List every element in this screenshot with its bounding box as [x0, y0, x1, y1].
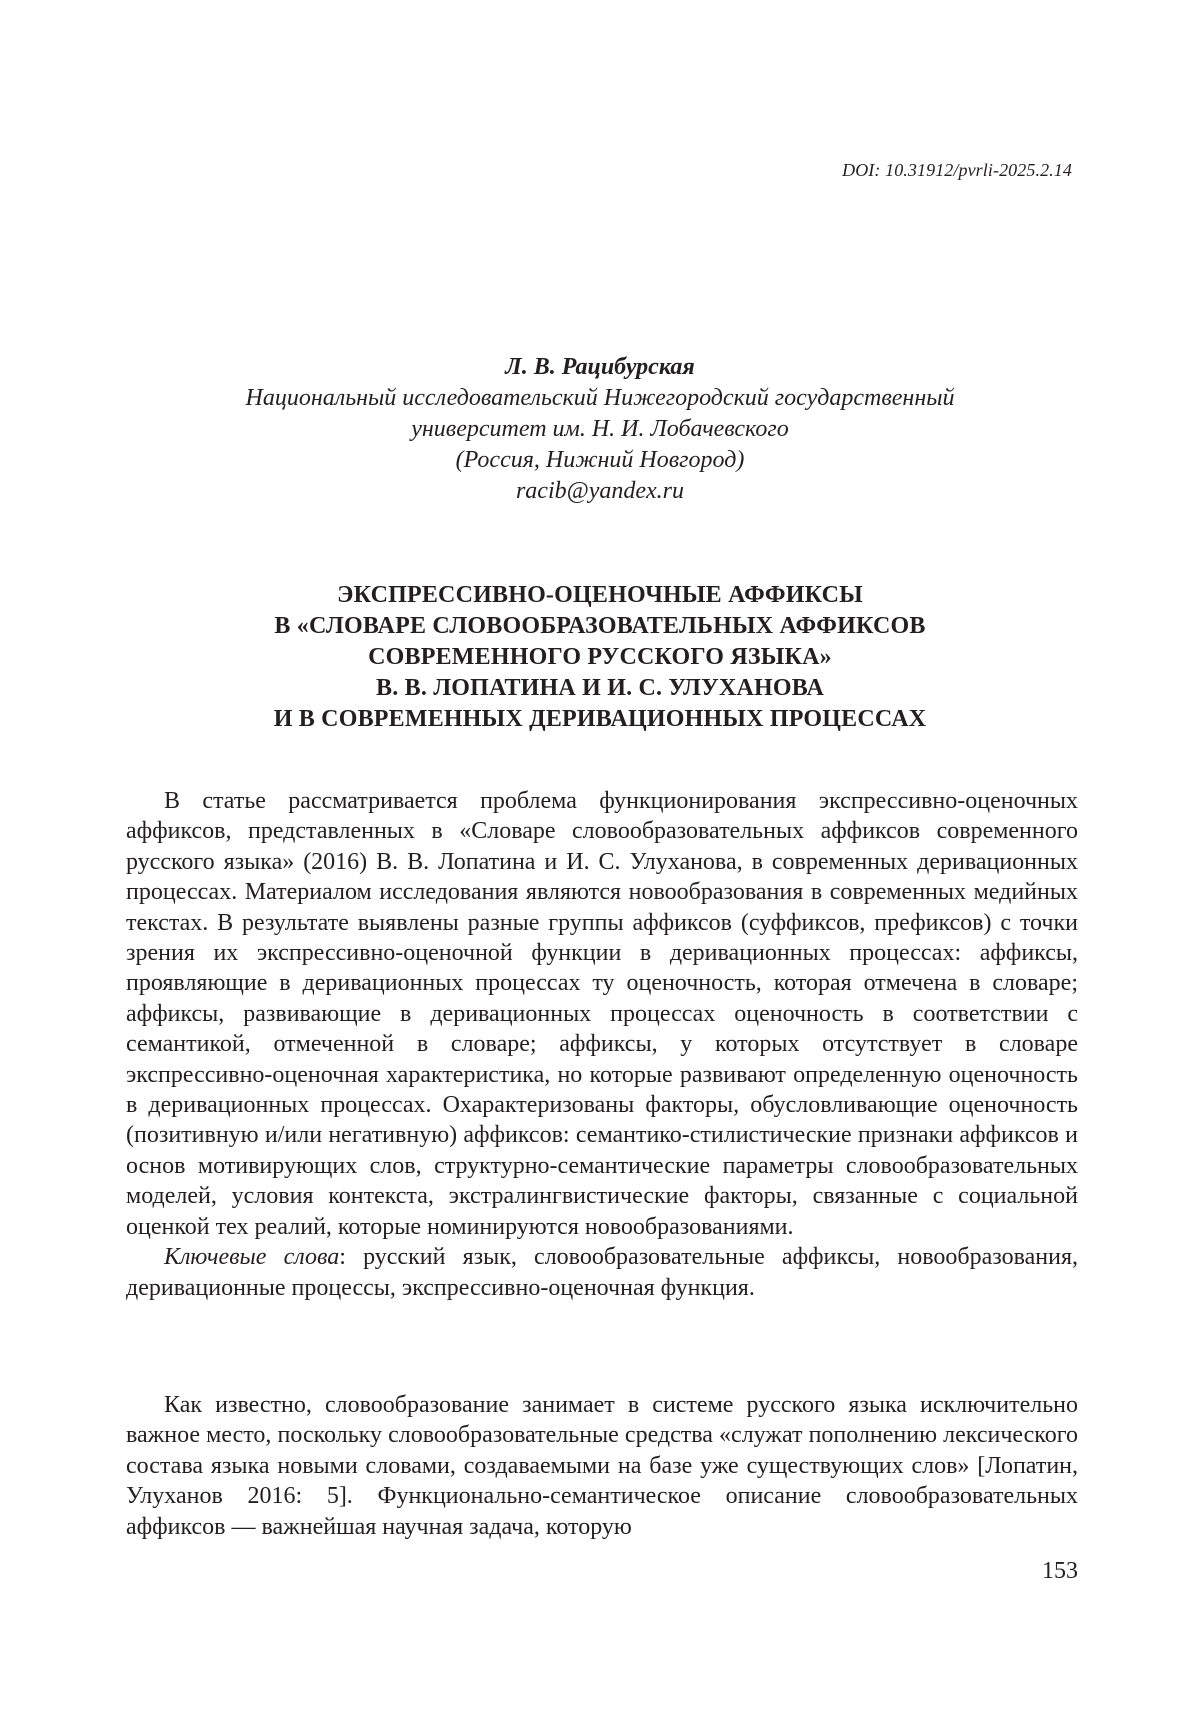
body-paragraph: Как известно, словообразование занимает в системе русского языка исключительно важное место, поскольку словообразовательные средства «служат пополнению лексического состава языка новыми словами, создаваемыми на базе уже существующих слов» [Лопатин, Улуханов 2016: 5]. Функционально-семантическое описание словообразовательных аффиксов — важнейшая научная задача, которую [126, 1392, 1078, 1540]
affiliation-line: Национальный исследовательский Нижегородский государственный [245, 385, 955, 411]
author-name: Л. В. Рацибурская [505, 354, 695, 380]
abstract [126, 786, 1078, 1303]
title-line: В. В. ЛОПАТИНА И И. С. УЛУХАНОВА [376, 675, 824, 701]
abstract-text: В статье рассматривается проблема функционирования экспрессивно-оценочных аффиксов, представленных в «Словаре словообразовательных аффиксов современного русского языка» (2016) В. В. Лопатина и И. С. Улуханова, в современных деривационных процессах. Материалом исследования являются новообразования в современных медийных текстах. В результате выявлены разные группы аффиксов (суффиксов, префиксов) с точки зрения их экспрессивно-оценочной функции в деривационных процессах: аффиксы, проявляющие в деривационных процессах ту оценочность, которая отмечена в словаре; аффиксы, развивающие в деривационных процессах оценочность в соответствии с семантикой, отмеченной в словаре; аффиксы, у которых отсутствует в словаре экспрессивно-оценочная характеристика, но которые развивают определенную оценочность в деривационных процессах. Охарактеризованы факторы, обусловливающие оценочность (позитивную и/или негативную) аффиксов: семантико-стилистические признаки аффиксов и основ мотивирующих слов, структурно-семантические параметры словообразовательных моделей, условия контекста, экстралингвистические факторы, связанные с социальной оценкой тех реалий, которые номинируются новообразованиями. [126, 788, 1078, 1240]
article-title [0, 580, 1200, 735]
title-line: И В СОВРЕМЕННЫХ ДЕРИВАЦИОННЫХ ПРОЦЕССАХ [273, 706, 927, 732]
keywords [126, 1242, 1078, 1303]
title-line: СОВРЕМЕННОГО РУССКОГО ЯЗЫКА» [368, 644, 832, 670]
author-block [0, 352, 1200, 507]
page-number: 153 [1042, 1558, 1078, 1584]
keywords-label: Ключевые слова [164, 1244, 340, 1271]
title-line: ЭКСПРЕССИВНО-ОЦЕНОЧНЫЕ АФФИКСЫ [337, 582, 863, 608]
body-text [126, 1390, 1078, 1542]
affiliation-line: (Россия, Нижний Новгород) [455, 447, 745, 473]
author-email: racib@yandex.ru [515, 478, 685, 504]
affiliation-line: университет им. Н. И. Лобачевского [411, 416, 789, 442]
doi-label: DOI: 10.31912/pvrli-2025.2.14 [842, 160, 1072, 180]
keywords-text: : русский язык, словообразовательные аффиксы, новообразования, деривационные процессы, экспрессивно-оценочная функция. [126, 1244, 1078, 1301]
title-line: В «СЛОВАРЕ СЛОВООБРАЗОВАТЕЛЬНЫХ АФФИКСОВ [274, 613, 926, 639]
